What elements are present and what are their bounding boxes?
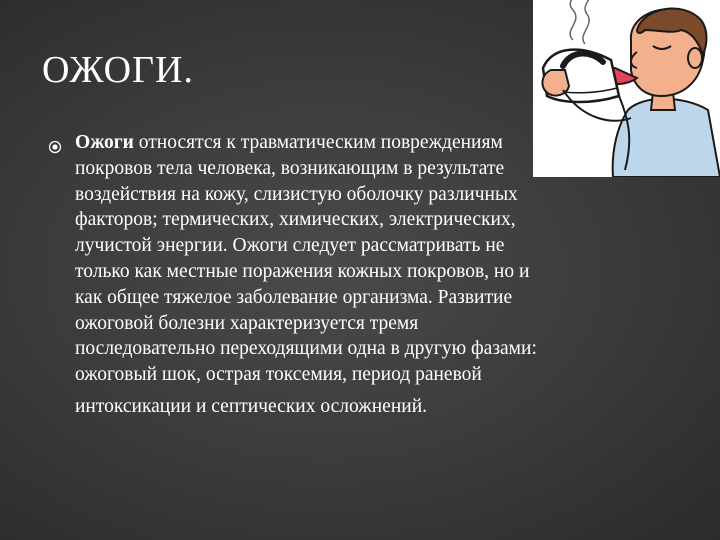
paragraph-line: как общее тяжелое заболевание организма. Развитие <box>75 286 513 308</box>
paragraph-line: ожоговой болезни характеризуется тремя <box>75 312 419 334</box>
paragraph-line: последовательно переходящими одна в другую фазами: <box>75 338 537 360</box>
paragraph-line: факторов; термических, химических, электрических, <box>75 209 516 231</box>
paragraph-line: только как местные поражения кожных покровов, но и <box>75 260 530 282</box>
paragraph-line: покровов тела человека, возникающим в результате <box>75 157 505 179</box>
paragraph-line: ожоговый шок, острая токсемия, период раневой <box>75 364 482 386</box>
paragraph-line: лучистой энергии. Ожоги следует рассматривать не <box>75 235 505 257</box>
slide-title: ОЖОГИ. <box>42 49 194 91</box>
lead-bold-word: Ожоги <box>75 132 134 153</box>
burned-tongue-illustration <box>533 0 720 177</box>
paragraph-line: воздействия на кожу, слизистую оболочку различных <box>75 183 518 205</box>
paragraph-line: относятся к травматическим повреждениям <box>133 132 503 153</box>
target-bullet-icon <box>48 140 62 154</box>
man-burned-tongue-on-iron-illustration <box>533 0 720 177</box>
paragraph-last-line: интоксикации и септических осложнений. <box>75 395 427 417</box>
